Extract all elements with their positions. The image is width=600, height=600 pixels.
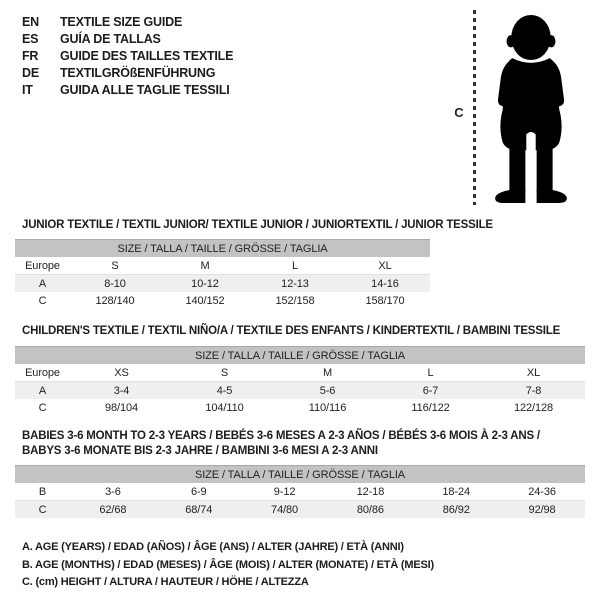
language-code: ES bbox=[22, 32, 39, 46]
table-cell: 68/74 bbox=[156, 501, 242, 519]
table-row bbox=[15, 257, 430, 275]
table-row bbox=[15, 483, 585, 501]
table-cell: 6-7 bbox=[379, 382, 482, 400]
language-row bbox=[22, 48, 233, 65]
table-cell: L bbox=[250, 257, 340, 275]
table-header-row bbox=[15, 240, 430, 258]
table-cell: 24-36 bbox=[499, 483, 585, 501]
table-cell: 10-12 bbox=[160, 275, 250, 293]
row-label: A bbox=[15, 275, 70, 293]
table-cell: M bbox=[276, 364, 379, 382]
footnotes bbox=[22, 539, 434, 592]
table-header-cell: SIZE / TALLA / TAILLE / GRÖSSE / TAGLIA bbox=[15, 240, 430, 258]
table-cell: 3-4 bbox=[70, 382, 173, 400]
table-cell: 80/86 bbox=[327, 501, 413, 519]
table-cell: S bbox=[70, 257, 160, 275]
table-header-cell: SIZE / TALLA / TAILLE / GRÖSSE / TAGLIA bbox=[15, 466, 585, 484]
table-cell: 3-6 bbox=[70, 483, 156, 501]
table-cell: 116/122 bbox=[411, 401, 450, 414]
language-code: EN bbox=[22, 15, 39, 29]
table-cell: 104/110 bbox=[205, 401, 244, 414]
row-label: C bbox=[15, 501, 70, 519]
table-title-line: BABYS 3-6 MONATE BIS 2-3 JAHRE / BAMBINI 3-6 MESI A 2-3 ANNI bbox=[22, 445, 378, 457]
size-table-grid bbox=[15, 346, 585, 416]
size-table-2 bbox=[15, 346, 585, 416]
size-table-grid bbox=[15, 239, 430, 309]
language-row bbox=[22, 82, 233, 99]
table-cell: 92/98 bbox=[499, 501, 585, 519]
table-row bbox=[15, 501, 585, 519]
table-cell: 122/128 bbox=[513, 401, 554, 414]
table-cell: 12-18 bbox=[327, 483, 413, 501]
table-cell: 9-12 bbox=[242, 483, 328, 501]
table-cell: 110/116 bbox=[308, 401, 347, 414]
table-cell: 12-13 bbox=[250, 275, 340, 293]
row-label: C bbox=[38, 401, 47, 414]
language-code: DE bbox=[22, 66, 39, 80]
table-row bbox=[15, 275, 430, 293]
language-title: GUÍA DE TALLAS bbox=[60, 32, 161, 46]
table-row bbox=[15, 364, 585, 382]
table-cell: XS bbox=[70, 364, 173, 382]
table-title-line: JUNIOR TEXTILE / TEXTIL JUNIOR/ TEXTILE JUNIOR / JUNIORTEXTIL / JUNIOR TESSILE bbox=[22, 219, 493, 231]
footnote-line: C. (cm) HEIGHT / ALTURA / HAUTEUR / HÖHE / ALTEZZA bbox=[22, 576, 309, 588]
language-title: TEXTILE SIZE GUIDE bbox=[60, 15, 183, 29]
table-cell: 140/152 bbox=[185, 294, 225, 307]
language-title: GUIDE DES TAILLES TEXTILE bbox=[60, 49, 234, 63]
table-cell: M bbox=[160, 257, 250, 275]
table-title bbox=[22, 324, 560, 339]
table-cell: 128/140 bbox=[95, 294, 135, 307]
language-row bbox=[22, 14, 233, 31]
footnote-line: A. AGE (YEARS) / EDAD (AÑOS) / ÂGE (ANS) / ALTER (JAHRE) / ETÀ (ANNI) bbox=[22, 541, 404, 553]
table-cell: S bbox=[173, 364, 276, 382]
table-cell: XL bbox=[482, 364, 585, 382]
table-cell: L bbox=[379, 364, 482, 382]
size-table-3 bbox=[15, 465, 585, 518]
size-table-grid bbox=[15, 465, 585, 518]
table-title bbox=[22, 429, 540, 459]
table-cell: 158/170 bbox=[365, 294, 405, 307]
table-row bbox=[15, 399, 585, 416]
height-reference-label: C bbox=[454, 105, 464, 120]
table-title bbox=[22, 218, 493, 233]
table-cell: 6-9 bbox=[156, 483, 242, 501]
row-label: Europe bbox=[15, 257, 70, 275]
language-code: FR bbox=[22, 49, 39, 63]
table-cell: 4-5 bbox=[173, 382, 276, 400]
table-header-cell: SIZE / TALLA / TAILLE / GRÖSSE / TAGLIA bbox=[15, 347, 585, 365]
table-cell: 98/104 bbox=[104, 401, 139, 414]
table-cell: 8-10 bbox=[70, 275, 160, 293]
table-cell: 14-16 bbox=[340, 275, 430, 293]
table-cell: 18-24 bbox=[413, 483, 499, 501]
language-row bbox=[22, 31, 233, 48]
language-row bbox=[22, 65, 233, 82]
row-label: Europe bbox=[15, 364, 70, 382]
table-cell: 7-8 bbox=[482, 382, 585, 400]
row-label: C bbox=[38, 294, 47, 307]
table-cell: 74/80 bbox=[242, 501, 328, 519]
dashed-height-line bbox=[473, 10, 476, 205]
table-title-line: CHILDREN'S TEXTILE / TEXTIL NIÑO/A / TEXTILE DES ENFANTS / KINDERTEXTIL / BAMBINI TESSILE bbox=[22, 325, 561, 337]
table-cell: XL bbox=[340, 257, 430, 275]
toddler-silhouette-image bbox=[484, 7, 578, 209]
table-row bbox=[15, 292, 430, 309]
table-title-line: BABIES 3-6 MONTH TO 2-3 YEARS / BEBÉS 3-6 MESES A 2-3 AÑOS / BÉBÉS 3-6 MOIS À 2-3 ANS / bbox=[22, 430, 540, 442]
table-header-row bbox=[15, 347, 585, 365]
language-title: GUIDA ALLE TAGLIE TESSILI bbox=[60, 83, 230, 97]
footnote-line: B. AGE (MONTHS) / EDAD (MESES) / ÂGE (MOIS) / ALTER (MONATE) / ETÀ (MESI) bbox=[22, 558, 434, 571]
row-label: B bbox=[15, 483, 70, 501]
row-label: A bbox=[15, 382, 70, 400]
table-header-row bbox=[15, 466, 585, 484]
language-code: IT bbox=[22, 83, 33, 97]
size-table-1 bbox=[15, 239, 430, 309]
language-title: TEXTILGRÖßENFÜHRUNG bbox=[60, 66, 216, 80]
language-legend bbox=[22, 14, 233, 99]
table-row bbox=[15, 382, 585, 400]
table-cell: 152/158 bbox=[275, 294, 315, 307]
table-cell: 86/92 bbox=[413, 501, 499, 519]
table-cell: 62/68 bbox=[70, 501, 156, 519]
table-cell: 5-6 bbox=[276, 382, 379, 400]
